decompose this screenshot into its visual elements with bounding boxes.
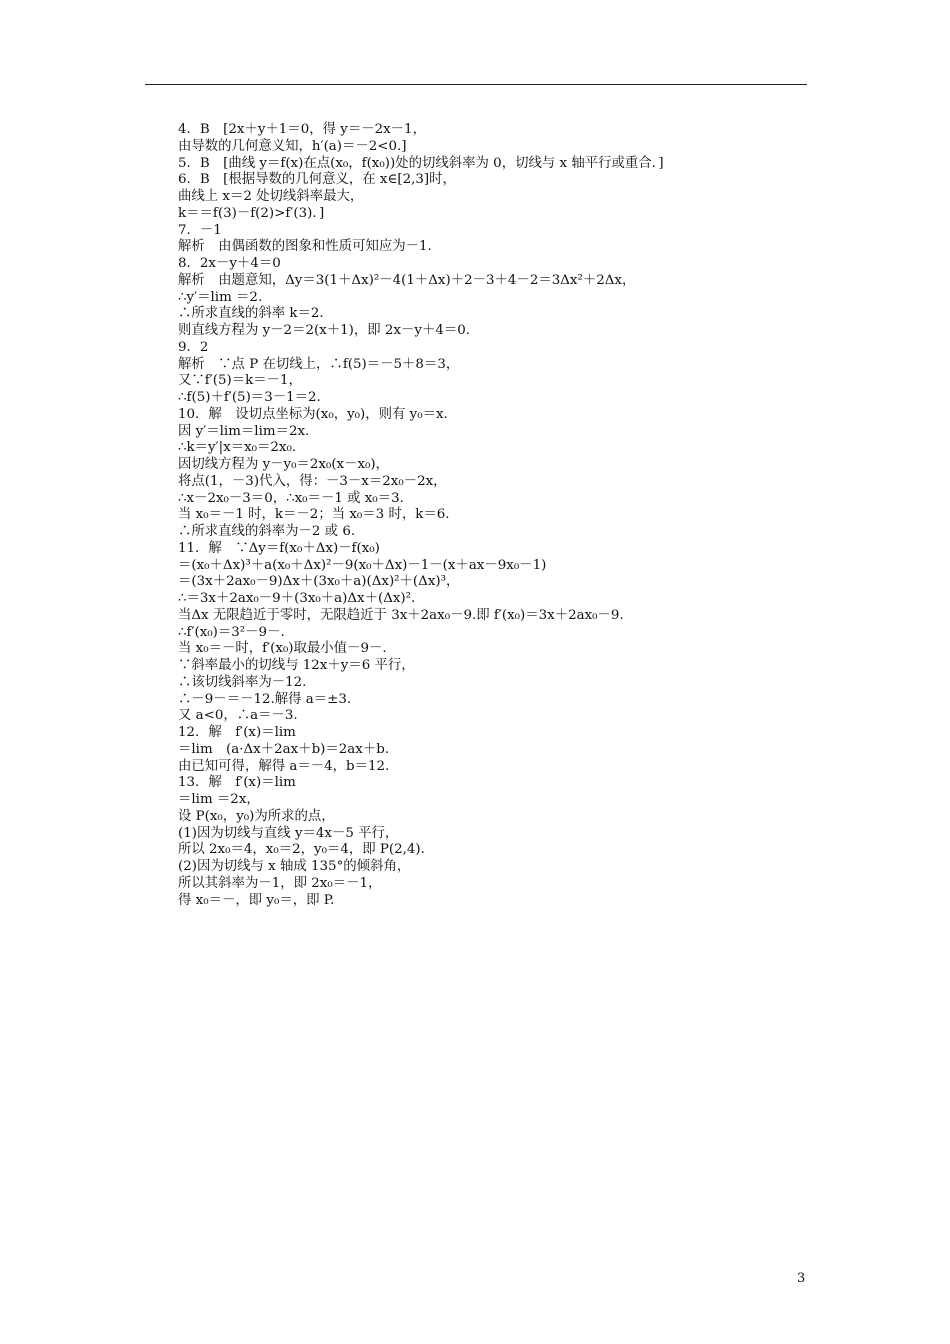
text-line: ∴该切线斜率为－12. (178, 674, 307, 690)
text-line: 当Δx 无限趋近于零时，无限趋近于 3x＋2ax₀－9.即 f′(x₀)＝3x＋2ax₀－9. (178, 607, 624, 623)
text-line: ∴所求直线的斜率为－2 或 6. (178, 524, 356, 539)
text-line: 11．解 ∵Δy＝f(x₀＋Δx)－f(x₀) (178, 540, 380, 556)
text-line: k＝＝f(3)－f(2)>f′(3)．] (178, 205, 325, 221)
text-line: ＝(3x＋2ax₀－9)Δx＋(3x₀＋a)(Δx)²＋(Δx)³， (178, 574, 460, 590)
text-line: 4．B [2x＋y＋1＝0，得 y＝－2x－1， (178, 122, 426, 137)
text-line: 所以其斜率为－1，即 2x₀＝－1， (178, 875, 382, 891)
text-line: 将点(1，－3)代入，得：－3－x＝2x₀－2x， (178, 473, 447, 489)
text-line: 13．解 f′(x)＝lim (178, 775, 296, 791)
text-line: 解析 由偶函数的图象和性质可知应为－1. (178, 239, 432, 255)
text-line: 曲线上 x＝2 处切线斜率最大， (178, 189, 364, 204)
text-line: 9．2 (178, 339, 209, 355)
text-line: 得 x₀＝－，即 y₀＝，即 P. (178, 892, 335, 908)
text-line: 由导数的几何意义知，h′(a)＝－2<0.] (178, 138, 407, 154)
text-line: ∴x－2x₀－3＝0，∴x₀＝－1 或 x₀＝3. (178, 490, 404, 506)
text-line: 又∵f′(5)＝k＝－1， (178, 373, 302, 389)
page-number: 3 (797, 1271, 806, 1286)
text-line: 又 a<0，∴a＝－3. (178, 708, 298, 724)
text-line: 设 P(x₀，y₀)为所求的点， (178, 808, 335, 824)
text-line: ∴f′(x₀)＝3²－9－. (178, 624, 285, 640)
text-line: 12．解 f′(x)＝lim (178, 725, 296, 740)
header-rule (145, 84, 807, 85)
text-line: ∴－9－＝－12.解得 a＝±3. (178, 691, 352, 707)
text-line: 8．2x－y＋4＝0 (178, 256, 281, 271)
text-line: ∴k＝y′|x＝x₀＝2x₀. (178, 440, 297, 456)
text-line: 当 x₀＝－时，f′(x₀)取最小值－9－. (178, 641, 387, 657)
text-line: ∵斜率最小的切线与 12x＋y＝6 平行， (178, 658, 415, 673)
text-line: 由已知可得，解得 a＝－4，b＝12. (178, 758, 390, 774)
text-line: 当 x₀＝－1 时，k＝－2；当 x₀＝3 时，k＝6. (178, 507, 450, 523)
text-line: 5．B [曲线 y＝f(x)在点(x₀，f(x₀))处的切线斜率为 0，切线与 x 轴平行或重合．] (178, 155, 664, 171)
text-line: 因 y′＝lim＝lim＝2x. (178, 423, 310, 439)
text-line: 所以 2x₀＝4，x₀＝2，y₀＝4，即 P(2,4)． (178, 842, 435, 858)
text-line: 解析 由题意知，Δy＝3(1＋Δx)²－4(1＋Δx)＋2－3＋4－2＝3Δx²＋2Δx， (178, 272, 636, 288)
text-line: 10．解 设切点坐标为(x₀，y₀)，则有 y₀＝x. (178, 406, 448, 422)
text-line: ∴＝3x＋2ax₀－9＋(3x₀＋a)Δx＋(Δx)². (178, 591, 416, 606)
text-line: ＝lim ＝2x， (178, 792, 260, 807)
text-line: 解析 ∵点 P 在切线上，∴f(5)＝－5＋8＝3， (178, 356, 460, 372)
text-line: ∴f(5)＋f′(5)＝3－1＝2. (178, 390, 321, 405)
text-line: ∴所求直线的斜率 k＝2. (178, 306, 324, 322)
text-line: (1)因为切线与直线 y＝4x－5 平行， (178, 825, 399, 841)
text-line: ＝lim (a·Δx＋2ax＋b)＝2ax＋b. (178, 741, 390, 757)
text-line: ＝(x₀＋Δx)³＋a(x₀＋Δx)²－9(x₀＋Δx)－1－(x＋ax－9x₀－1) (178, 557, 547, 573)
text-line: 7．－1 (178, 222, 222, 238)
text-line: 6．B [根据导数的几何意义，在 x∈[2,3]时， (178, 172, 456, 188)
answer-text-block (178, 122, 818, 909)
text-line: 因切线方程为 y－y₀＝2x₀(x－x₀)， (178, 457, 390, 472)
text-line: (2)因为切线与 x 轴成 135°的倾斜角， (178, 859, 411, 874)
text-line: 则直线方程为 y－2＝2(x＋1)，即 2x－y＋4＝0. (178, 323, 471, 338)
text-line: ∴y′＝lim ＝2. (178, 289, 263, 305)
